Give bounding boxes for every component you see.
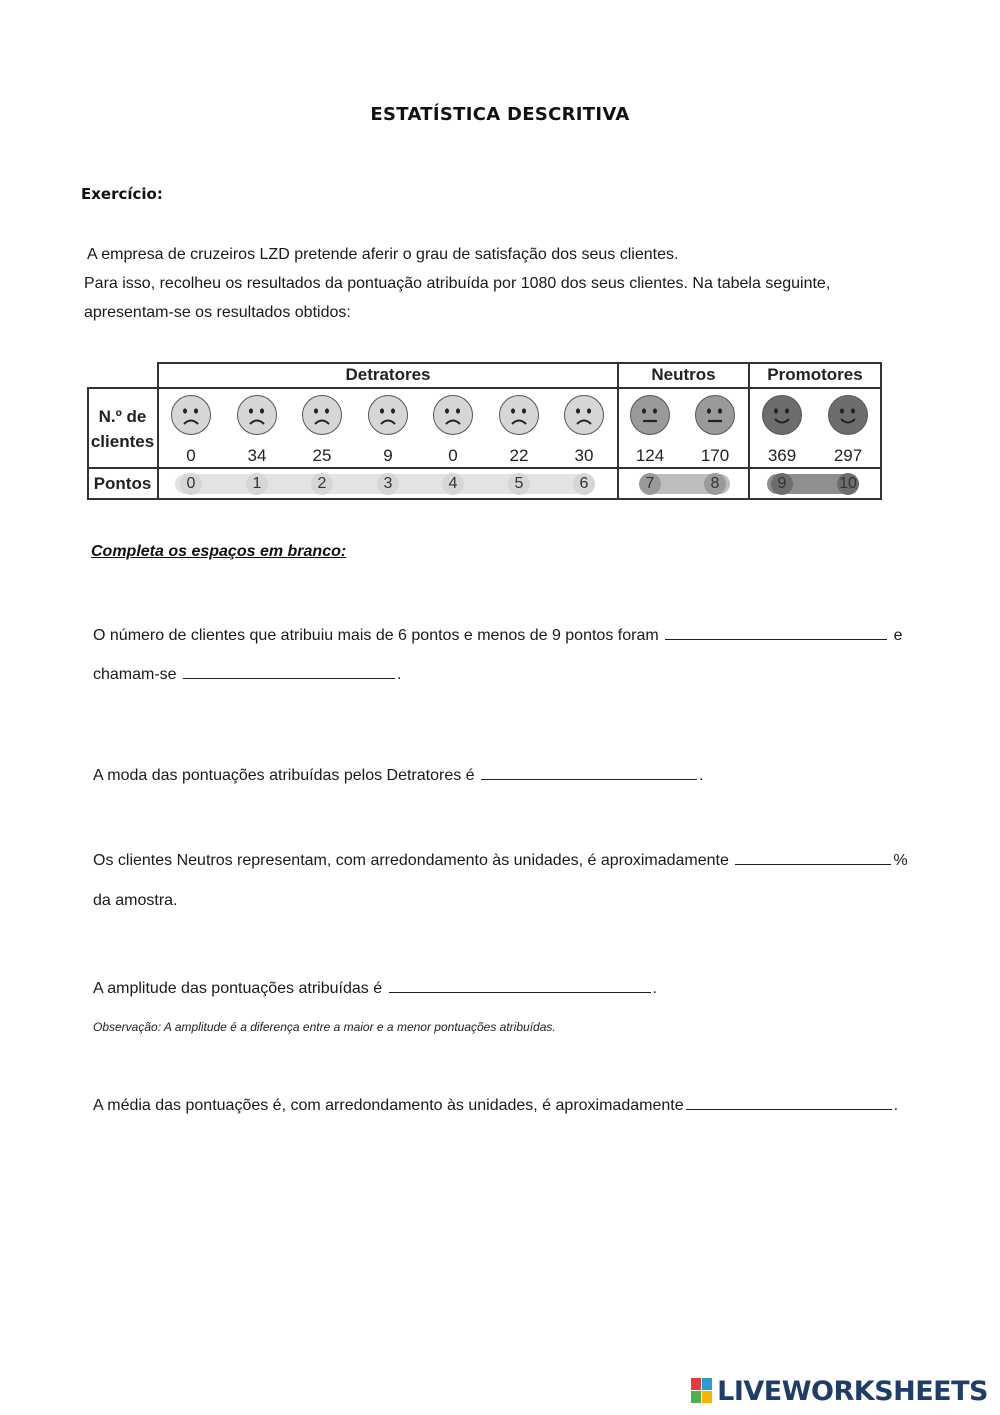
score-point: 3 (377, 473, 399, 495)
intro-line-1: A empresa de cruzeiros LZD pretende aferir o grau de satisfação dos seus clientes. (87, 246, 679, 263)
client-count: 22 (509, 446, 529, 465)
intro-line-3: apresentam-se os resultados obtidos: (84, 304, 351, 321)
client-count: 9 (383, 446, 393, 465)
liveworksheets-logo[interactable] (691, 1376, 988, 1406)
neutral-face-icon (695, 395, 735, 435)
row-label-clients-line1: N.º de (98, 407, 147, 426)
score-point: 7 (639, 473, 661, 495)
happy-face-icon (762, 395, 802, 435)
question-4 (93, 977, 657, 998)
scores-table (87, 362, 882, 500)
row-label-clients-line2: clientes (90, 432, 155, 451)
score-point: 8 (704, 473, 726, 495)
question-2-end: . (699, 767, 704, 784)
client-count: 170 (700, 446, 730, 465)
sad-face-icon (237, 395, 277, 435)
score-point: 0 (180, 473, 202, 495)
question-5-text: A média das pontuações é, com arredondamento às unidades, é aproximadamente (93, 1097, 684, 1114)
logo-text: LIVEWORKSHEETS (717, 1375, 988, 1407)
group-header-promotores: Promotores (767, 365, 863, 384)
score-point: 2 (311, 473, 333, 495)
question-1-text-a: O número de clientes que atribuiu mais de 6 pontos e menos de 9 pontos foram (93, 627, 659, 644)
question-4-end: . (652, 980, 657, 997)
answer-blank-1b[interactable] (183, 663, 395, 679)
sad-face-icon (564, 395, 604, 435)
score-point: 5 (508, 473, 530, 495)
question-5 (93, 1094, 898, 1115)
score-point: 1 (246, 473, 268, 495)
question-2 (93, 764, 703, 785)
question-1-line-2 (93, 663, 401, 684)
answer-blank-1a[interactable] (665, 624, 887, 640)
neutral-face-icon (630, 395, 670, 435)
question-3-percent: % (893, 852, 908, 869)
client-count: 297 (833, 446, 863, 465)
exercise-label: Exercício: (81, 185, 163, 203)
liveworksheets-logo-icon (691, 1378, 713, 1404)
group-header-detratores: Detratores (345, 365, 431, 384)
answer-blank-4[interactable] (389, 977, 651, 993)
question-2-text: A moda das pontuações atribuídas pelos Detratores é (93, 767, 475, 784)
answer-blank-5[interactable] (686, 1094, 892, 1110)
amplitude-note: Observação: A amplitude é a diferença entre a maior e a menor pontuações atribuídas. (93, 1020, 556, 1034)
answer-blank-3[interactable] (735, 849, 891, 865)
question-3-line-2: da amostra. (93, 892, 178, 909)
client-count: 0 (448, 446, 458, 465)
question-5-end: . (893, 1097, 899, 1114)
row-label-points: Pontos (93, 474, 152, 493)
page-title: ESTATÍSTICA DESCRITIVA (370, 104, 630, 125)
client-count: 369 (767, 446, 797, 465)
client-count: 124 (635, 446, 665, 465)
instruction: Completa os espaços em branco: (91, 543, 347, 560)
client-count: 25 (312, 446, 332, 465)
question-1-text-b: e (893, 627, 903, 644)
question-1-text-d: . (397, 666, 402, 683)
score-point: 9 (771, 473, 793, 495)
question-1-text-c: chamam-se (93, 666, 177, 683)
sad-face-icon (433, 395, 473, 435)
sad-face-icon (302, 395, 342, 435)
intro-line-2: Para isso, recolheu os resultados da pontuação atribuída por 1080 dos seus clientes. Na tabela seguinte, (84, 275, 831, 292)
answer-blank-2[interactable] (481, 764, 697, 780)
client-count: 0 (186, 446, 196, 465)
sad-face-icon (368, 395, 408, 435)
question-3-line-1 (93, 849, 908, 870)
score-point: 4 (442, 473, 464, 495)
question-1-line-1 (93, 624, 902, 645)
sad-face-icon (171, 395, 211, 435)
question-3-text: Os clientes Neutros representam, com arredondamento às unidades, é aproximadamente (93, 852, 729, 869)
happy-face-icon (828, 395, 868, 435)
score-point: 10 (837, 473, 859, 495)
client-count: 30 (574, 446, 594, 465)
score-point: 6 (573, 473, 595, 495)
group-header-neutros: Neutros (651, 365, 716, 384)
client-count: 34 (247, 446, 267, 465)
question-4-text: A amplitude das pontuações atribuídas é (93, 980, 383, 997)
sad-face-icon (499, 395, 539, 435)
